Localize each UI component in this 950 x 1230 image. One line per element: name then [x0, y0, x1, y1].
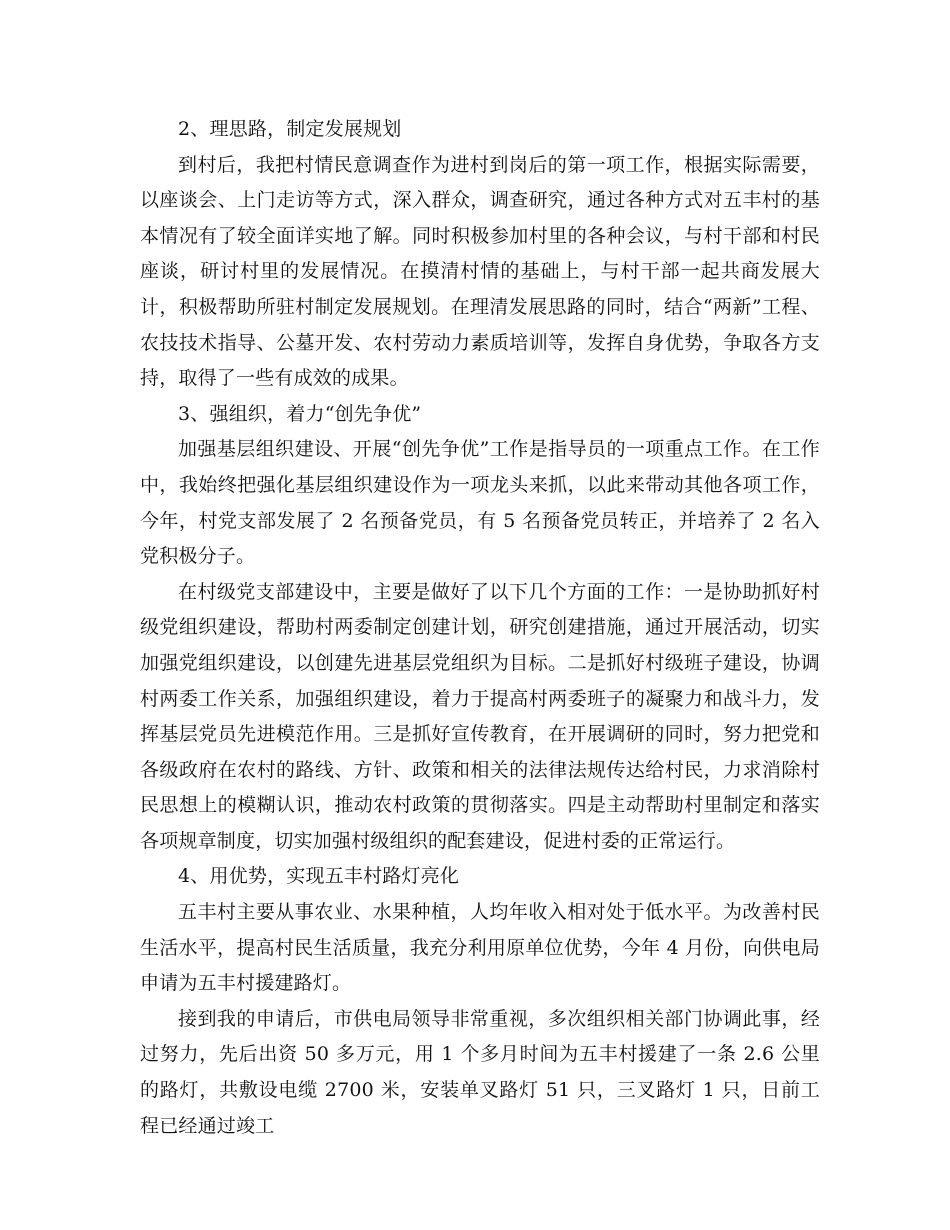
- document-body: [140, 112, 820, 1144]
- section-3-paragraph-1: 加强基层组织建设、开展“创先争优”工作是指导员的一项重点工作。在工作中，我始终把强化基层组织建设作为一项龙头来抓，以此来带动其他各项工作，今年，村党支部发展了 2 名预备党员，有 5 名预备党员转正，并培养了 2 名入党积极分子。: [140, 438, 820, 568]
- section-2-paragraph-1: 到村后，我把村情民意调查作为进村到岗后的第一项工作，根据实际需要，以座谈会、上门走访等方式，深入群众，调查研究，通过各种方式对五丰村的基本情况有了较全面详实地了解。同时积极参加村里的各种会议，与村干部和村民座谈，研讨村里的发展情况。在摸清村情的基础上，与村干部一起共商发展大计，积极帮助所驻村制定发展规划。在理清发展思路的同时，结合“两新”工程、农技技术指导、公墓开发、农村劳动力素质培训等，发挥自身优势，争取各方支持，取得了一些有成效的成果。: [140, 153, 820, 390]
- section-heading-4: 4、用优势，实现五丰村路灯亮化: [178, 865, 460, 888]
- section-heading-3: 3、强组织，着力“创先争优”: [178, 402, 422, 425]
- section-3-paragraph-2: 在村级党支部建设中，主要是做好了以下几个方面的工作：一是协助抓好村级党组织建设，帮助村两委制定创建计划，研究创建措施，通过开展活动，切实加强党组织建设，以创建先进基层党组织为目标。二是抓好村级班子建设，协调村两委工作关系，加强组织建设，着力于提高村两委班子的凝聚力和战斗力，发挥基层党员先进模范作用。三是抓好宣传教育，在开展调研的同时，努力把党和各级政府在农村的路线、方针、政策和相关的法律法规传达给村民，力求消除村民思想上的模糊认识，推动农村政策的贯彻落实。四是主动帮助村里制定和落实各项规章制度，切实加强村级组织的配套建设，促进村委的正常运行。: [140, 580, 820, 852]
- section-heading-2: 2、理思路，制定发展规划: [178, 118, 402, 140]
- section-4-paragraph-1: 五丰村主要从事农业、水果种植，人均年收入相对处于低水平。为改善村民生活水平，提高村民生活质量，我充分利用原单位优势，今年 4 月份，向供电局申请为五丰村援建路灯。: [140, 901, 820, 995]
- section-4-paragraph-2: 接到我的申请后，市供电局领导非常重视，多次组织相关部门协调此事，经过努力，先后出资 50 多万元，用 1 个多月时间为五丰村援建了一条 2.6 公里的路灯，共敷设电缆 2700 米，安装单叉路灯 51 只，三叉路灯 1 只，日前工程已经通过竣工: [140, 1007, 820, 1137]
